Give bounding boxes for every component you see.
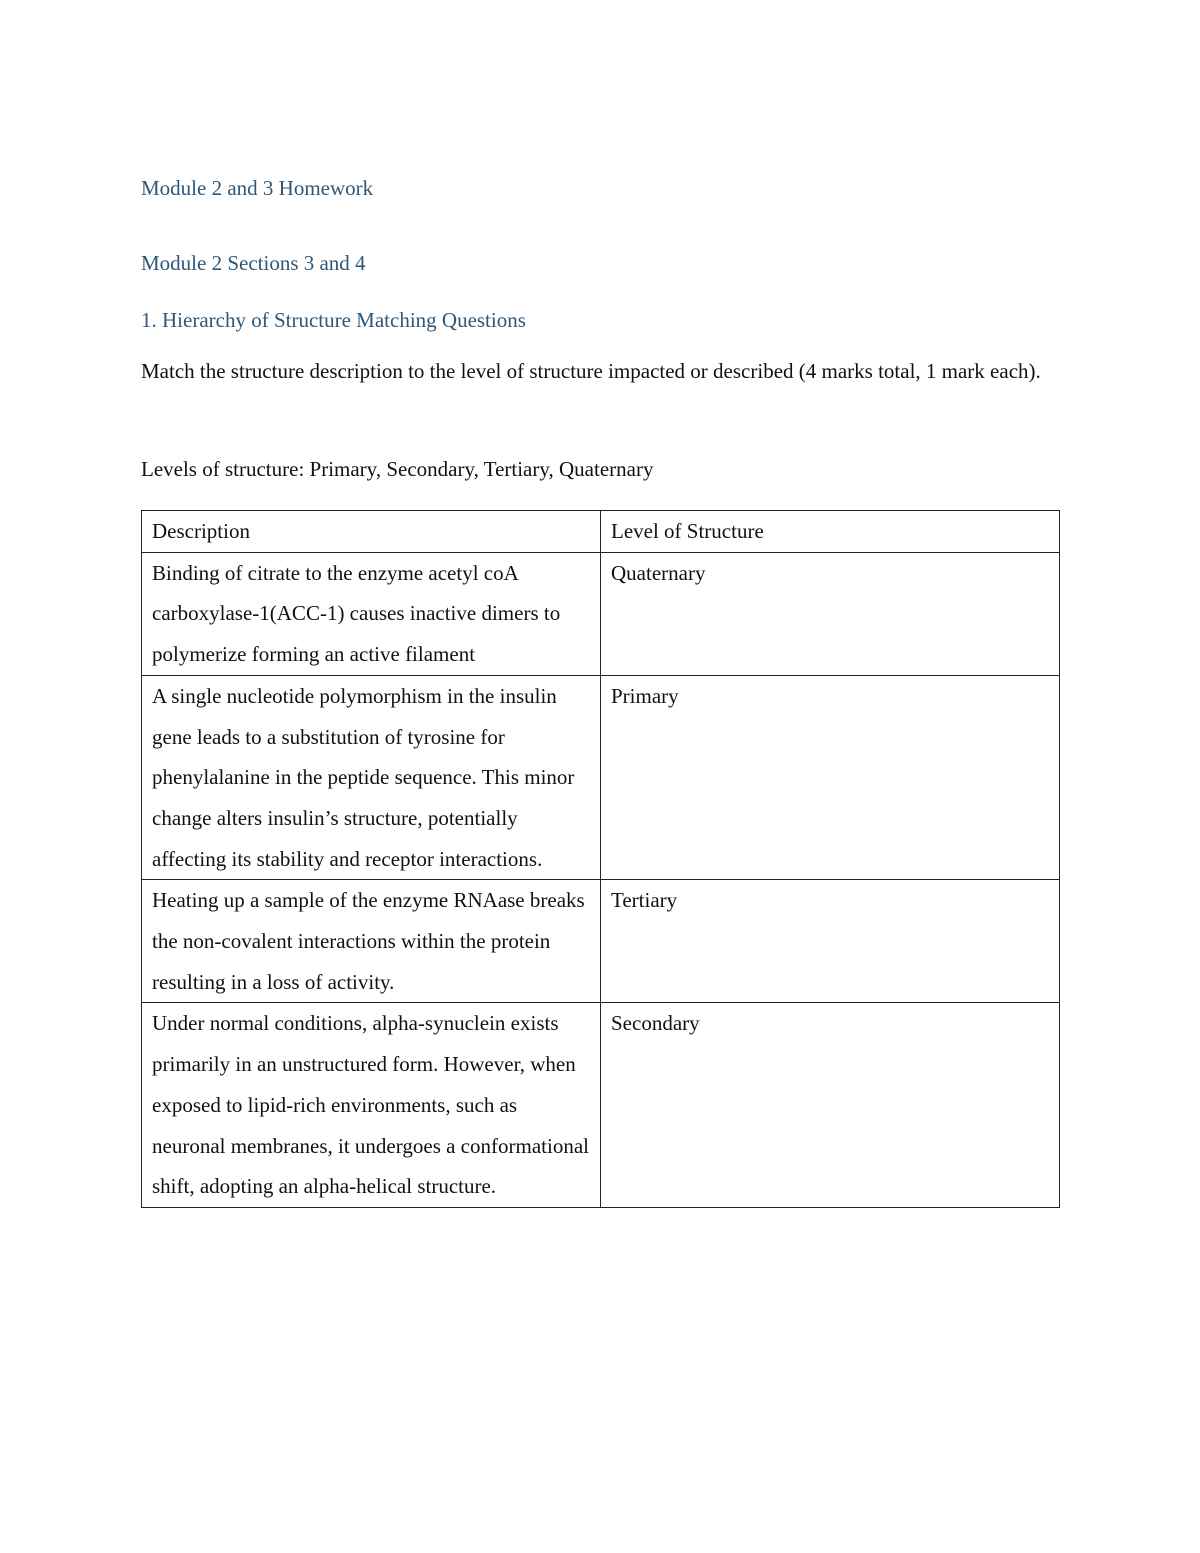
instructions-paragraph: Match the structure description to the level of structure impacted or described (4 marks total, 1 mark each). bbox=[141, 359, 1041, 383]
row-description: A single nucleotide polymorphism in the insulin gene leads to a substitution of tyrosine for phenylalanine in the peptide sequence. This minor change alters insulin’s structure, potentially affecting its stability and receptor interactions. bbox=[142, 675, 601, 880]
table-header-level: Level of Structure bbox=[601, 511, 1060, 553]
table-header-row bbox=[142, 511, 1060, 553]
matching-table bbox=[141, 510, 1060, 1208]
table-header-description: Description bbox=[142, 511, 601, 553]
row-description: Binding of citrate to the enzyme acetyl coA carboxylase-1(ACC-1) causes inactive dimers to polymerize forming an active filament bbox=[142, 552, 601, 675]
table-row bbox=[142, 880, 1060, 1003]
section-heading: Module 2 Sections 3 and 4 bbox=[141, 251, 366, 275]
row-description: Under normal conditions, alpha-synuclein exists primarily in an unstructured form. However, when exposed to lipid-rich environments, such as neuronal membranes, it undergoes a conformational shift, adopting an alpha-helical structure. bbox=[142, 1003, 601, 1208]
table-row bbox=[142, 552, 1060, 675]
levels-of-structure-line: Levels of structure: Primary, Secondary, Tertiary, Quaternary bbox=[141, 457, 654, 481]
row-level: Tertiary bbox=[601, 880, 1060, 1003]
question-heading: 1. Hierarchy of Structure Matching Questions bbox=[141, 308, 526, 332]
table-row bbox=[142, 675, 1060, 880]
row-level: Primary bbox=[601, 675, 1060, 880]
table-row bbox=[142, 1003, 1060, 1208]
document-title: Module 2 and 3 Homework bbox=[141, 176, 374, 200]
row-level: Secondary bbox=[601, 1003, 1060, 1208]
row-description: Heating up a sample of the enzyme RNAase breaks the non-covalent interactions within the protein resulting in a loss of activity. bbox=[142, 880, 601, 1003]
row-level: Quaternary bbox=[601, 552, 1060, 675]
